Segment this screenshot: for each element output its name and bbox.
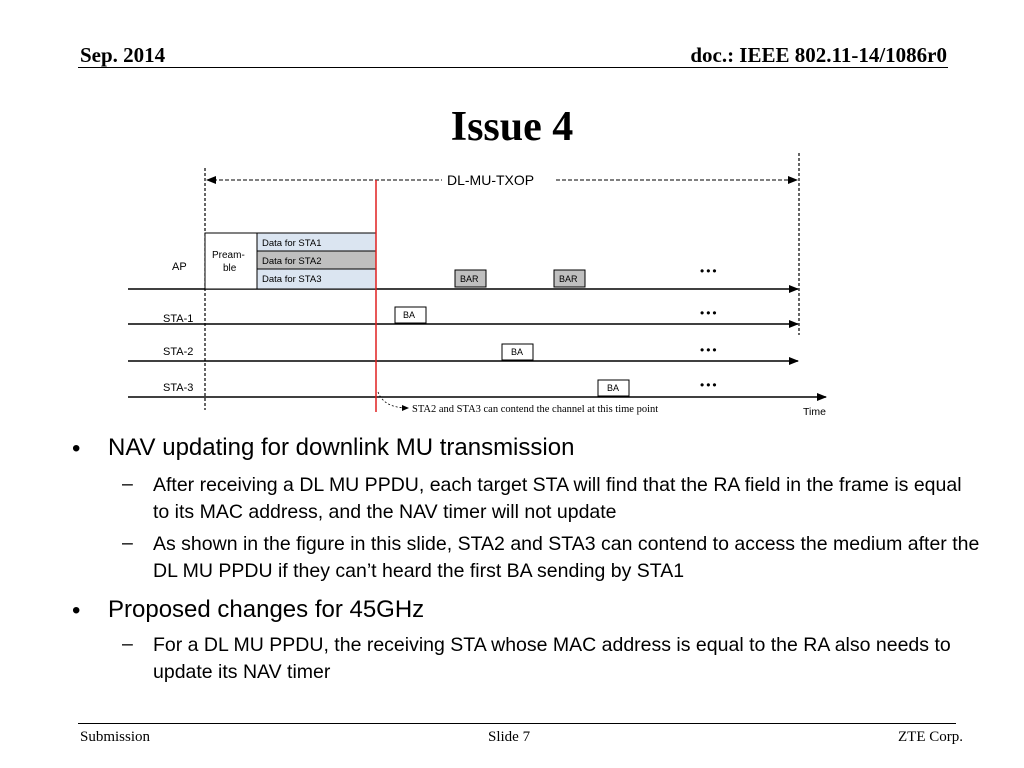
sub-bullet-after-receiving: After receiving a DL MU PPDU, each target STA will find that the RA field in the frame is equal to its MAC address, and the NAV timer will not update [153,474,962,523]
dash-marker: – [122,633,133,655]
sta3-ellipsis: ••• [700,378,719,392]
sub-bullet-as-shown: As shown in the figure in this slide, STA2 and STA3 can contend to access the medium after the DL MU PPDU if they can’t heard the first BA sending by STA1 [153,533,980,582]
ba-frame-sta2-label: BA [511,347,524,357]
data-sta1-label: Data for STA1 [262,238,322,249]
bar-frame-2-label: BAR [559,274,578,284]
dash-marker: – [122,532,133,554]
sub-bullet-for-dl-mu-ppdu: For a DL MU PPDU, the receiving STA whose MAC address is equal to the RA also needs to update its NAV timer [153,634,951,683]
row-label-sta2: STA-2 [163,346,194,358]
row-label-ap: AP [172,261,187,273]
ba-frame-sta3-label: BA [607,383,620,393]
annotation-pointer [378,392,408,408]
footer-company: ZTE Corp. [898,729,963,745]
slide-title: Issue 4 [450,104,574,150]
annotation-note: STA2 and STA3 can contend the channel at this time point [412,404,659,415]
preamble-label-line2: ble [223,263,237,274]
data-sta2-label: Data for STA2 [262,256,322,267]
header-date: Sep. 2014 [80,43,166,67]
footer-rule [78,723,956,724]
bullet-proposed-changes: Proposed changes for 45GHz [108,596,425,623]
header-doc-id: doc.: IEEE 802.11-14/1086r0 [690,43,947,67]
sta2-ellipsis: ••• [700,343,719,357]
time-axis-label: Time [803,406,826,418]
bullet-marker: • [72,435,81,462]
txop-label: DL-MU-TXOP [447,172,535,188]
bullet-marker: • [72,597,81,624]
row-label-sta3: STA-3 [163,382,194,394]
preamble-label-line1: Pream- [212,250,245,261]
sta1-ellipsis: ••• [700,306,719,320]
dash-marker: – [122,473,133,495]
bar-frame-1-label: BAR [460,274,479,284]
preamble-box [205,233,257,289]
data-sta3-label: Data for STA3 [262,274,322,285]
bullet-nav-updating: NAV updating for downlink MU transmission [108,434,575,461]
ba-frame-sta1-label: BA [403,310,416,320]
footer-submission: Submission [80,729,151,745]
footer-slide-number: Slide 7 [488,729,531,745]
row-label-sta1: STA-1 [163,313,194,325]
ap-ellipsis: ••• [700,264,719,278]
